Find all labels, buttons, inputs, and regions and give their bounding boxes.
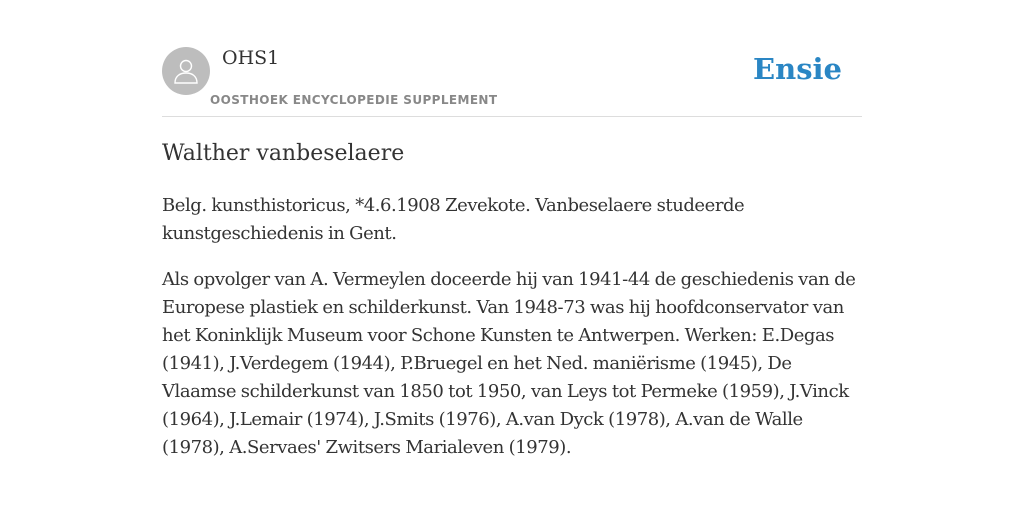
user-silhouette-icon bbox=[171, 56, 201, 86]
avatar[interactable] bbox=[162, 47, 210, 95]
article-title: Walther vanbeselaere bbox=[162, 141, 405, 166]
article-paragraph: Belg. kunsthistoricus, *4.6.1908 Zevekote. Vanbeselaere studeerde kunstgeschiedenis in Gent. bbox=[162, 195, 745, 244]
source-name[interactable]: OOSTHOEK ENCYCLOPEDIE SUPPLEMENT bbox=[210, 93, 498, 107]
article-paragraph: Als opvolger van A. Vermeylen doceerde hij van 1941-44 de geschiedenis van de Europese plastiek en schilderkunst. Van 1948-73 was hij hoofdconservator van het Koninklijk Museum voor Schone Kunsten te Antwerpen. Werken: E.Degas (1941), J.Verdegem (1944), P.Bruegel en het Ned. maniërisme (1945), De Vlaamse schilderkunst van 1850 tot 1950, van Leys tot Permeke (1959), J.Vinck (1964), J.Lemair (1974), J.Smits (1976), A.van Dyck (1978), A.van de Walle (1978), A.Servaes' Zwitsers Marialeven (1979). bbox=[162, 269, 856, 458]
page-header bbox=[162, 46, 862, 117]
ensie-logo[interactable]: Ensie bbox=[753, 52, 842, 86]
article-content bbox=[162, 138, 862, 480]
source-code[interactable]: OHS1 bbox=[222, 47, 280, 69]
